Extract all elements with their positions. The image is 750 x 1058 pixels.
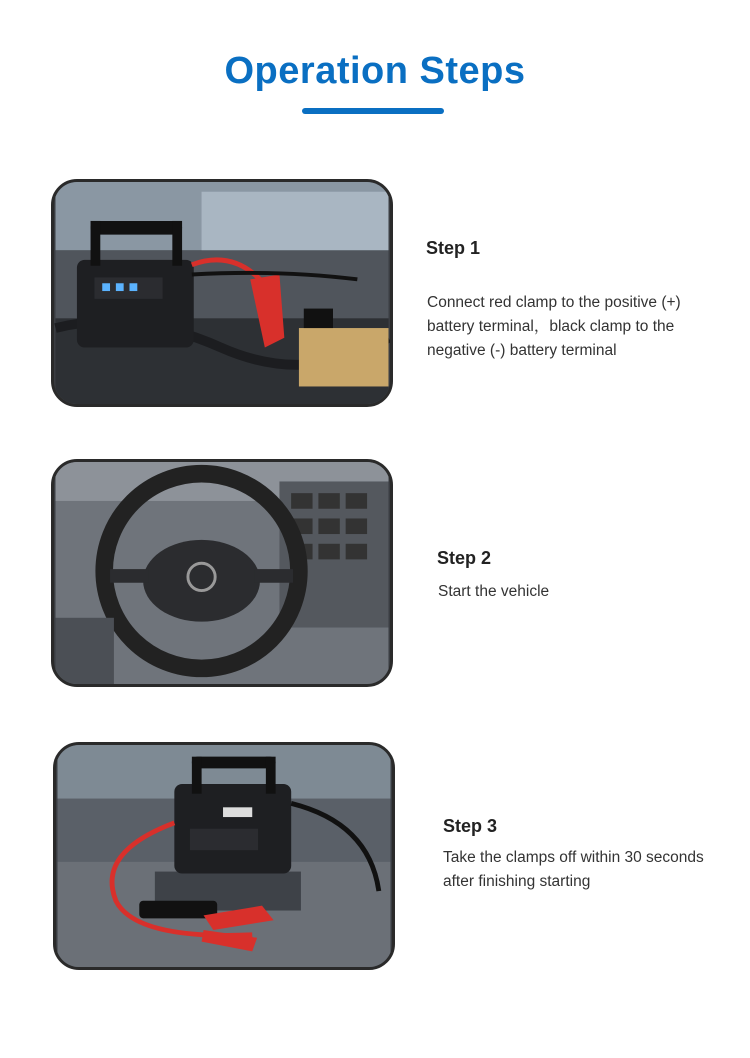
steering-wheel-photo-icon — [54, 462, 390, 684]
engine-bay-clamps-photo-icon — [54, 182, 390, 404]
step-3-line: Take the clamps off within 30 seconds — [443, 849, 704, 866]
step-1-description — [427, 291, 742, 363]
jump-starter-on-engine-photo-icon — [56, 745, 392, 967]
step-1-line: negative (-) battery terminal — [427, 342, 617, 359]
step-3-line: after finishing starting — [443, 873, 591, 890]
step-1-line: battery terminal，black clamp to the — [427, 318, 675, 335]
page-title: Operation Steps — [224, 50, 526, 92]
step-2-title: Step 2 — [437, 548, 492, 568]
step-3-title: Step 3 — [443, 816, 498, 836]
step-2-description — [438, 580, 738, 604]
step-1-title: Step 1 — [426, 238, 481, 258]
step-1-line: Connect red clamp to the positive (+) — [427, 294, 681, 311]
step-1-photo — [51, 179, 393, 407]
step-2-line: Start the vehicle — [438, 583, 550, 600]
step-3-photo — [53, 742, 395, 970]
step-3-description — [443, 846, 743, 894]
title-underline — [302, 108, 444, 114]
step-2-photo — [51, 459, 393, 687]
